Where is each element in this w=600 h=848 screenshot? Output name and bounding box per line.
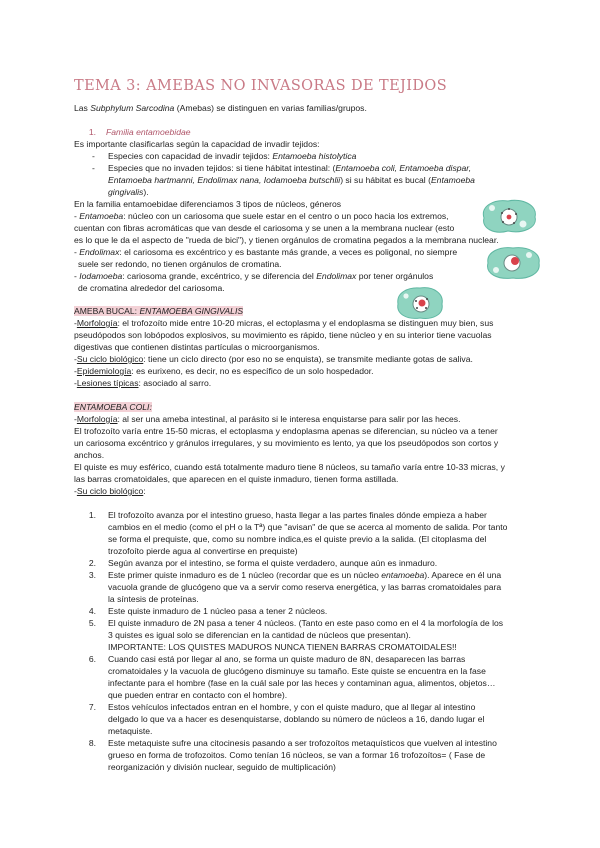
label-span: Lesiones típicas [76, 378, 139, 388]
species-span: Entamoeba coli, Entamoeba dispar, [335, 163, 472, 173]
text-span: : el trofozoíto mide entre 10-20 micras, el ectoplasma y el endoplasma se distinguen muy bien, sus [117, 318, 494, 328]
coli-p1-l2: un cariosoma excéntrico y gránulos irregulares, y su movimiento es lento, ya que los pseudópodos son cortos y [74, 438, 499, 448]
coli-p2-l1: El quiste es muy esférico, cuando está totalmente maduro tiene 8 núcleos, su tamaño varía entre 10-33 micras, y [74, 462, 505, 472]
dash: - [74, 318, 77, 328]
dash: - [74, 486, 77, 496]
genus-span: Iodamoeba [79, 271, 123, 281]
text-span: ) si su hábitat es bucal ( [340, 175, 431, 185]
gingivalis-morf-l3: digestivas que contienen distintas partículas o microorganismos. [74, 342, 320, 352]
dash: - [74, 366, 77, 376]
text-span: ). [143, 187, 149, 197]
step-7-l2: delgado lo que va a hacer es desenquistarse, doblando su número de núcleos a 16, dando lugar el [108, 714, 485, 724]
step-1-l3: se forma el prequiste, que, como su nombre indica,es el quiste previo a la salida. (El citoplasma del [108, 534, 487, 544]
text-span: por tener orgánulos [356, 271, 434, 281]
text-span: Especies que no invaden tejidos: si tiene hábitat intestinal: ( [108, 163, 336, 173]
label-span: Su ciclo biológico [76, 486, 144, 496]
coli-heading [74, 402, 534, 413]
step-3-l2: vacuola grande de glucógeno que va a servir como reserva energética, y las barras cromatoidales para [108, 582, 502, 592]
step-6-l3: infectante para el hombre (fase en la cuál sale por las heces y contaminan agua, alimentos, objetos… [108, 678, 496, 688]
genus-span: Endolimax [79, 247, 120, 257]
bullet-invasive-species: Entamoeba histolytica [272, 151, 357, 161]
coli-p2-l2: las barras cromatoidales, que aparecen en el quiste inmaduro, tienen forma astillada. [74, 474, 399, 484]
step-3-l3: la síntesis de proteínas. [108, 594, 199, 604]
text-span: - [74, 247, 80, 257]
text-span: : es eurixeno, es decir, no es específico de un solo hospedador. [131, 366, 374, 376]
step-6-l4: que pueden entrar en contacto con el hombre). [108, 690, 288, 700]
step-5-l1: El quiste inmaduro de 2N pasa a tener 4 núcleos. (Tanto en este paso como en el 4 la morfología de los [108, 618, 504, 628]
intro-pre: Las [74, 103, 91, 113]
label-span: Su ciclo biológico [76, 354, 144, 364]
step-5-l2: 3 quistes es igual solo se diferencian en la cantidad de núcleos que presentan). [108, 630, 411, 640]
step-number: 5. [88, 618, 96, 628]
heading-text: AMEBA BUCAL: [74, 306, 140, 316]
heading-text: ENTAMOEBA COLI: [74, 402, 152, 412]
species-span: gingivalis [108, 187, 144, 197]
dash: - [74, 354, 77, 364]
page-title: TEMA 3: AMEBAS NO INVASORAS DE TEJIDOS [74, 78, 448, 94]
text-span: ). Aparece en él una [424, 570, 502, 580]
gingivalis-morf-l1 [74, 318, 534, 329]
step-7-l1: Estos vehículos infectados entran en el hombre, y con el quiste maduro, que al llegar al intestino [108, 702, 476, 712]
intro-line [74, 103, 534, 114]
gingivalis-morf-l2: pseudópodos son lobópodos explosivos, su movimiento es rápido, tiene núcleo y en su interior tiene vacuolas [74, 330, 492, 340]
coli-ciclo-heading [74, 486, 534, 497]
label-span: Morfología [76, 318, 118, 328]
family-nuclei-line: En la familia entamoebidae diferenciamos 3 tipos de núcleos, géneros [74, 199, 342, 209]
step-number: 7. [88, 702, 96, 712]
step-number: 4. [88, 606, 96, 616]
step-number: 2. [88, 558, 96, 568]
coli-p1-l1: El trofozoíto varía entre 15-50 micras, el ectoplasma y endoplasma apenas se diferencian, su núcleo va a tener [74, 426, 498, 436]
step-8-l3: reorganización y división nuclear, seguido de multiplicación) [108, 762, 336, 772]
text-span: : asociado al sarro. [138, 378, 212, 388]
text-span: : el cariosoma es excéntrico y es bastante más grande, a veces es poligonal, no siempre [119, 247, 458, 257]
step-1-l4: trozofoíto pierde agua al convertirse en prequiste) [108, 546, 298, 556]
bullet-noninvasive-l1 [108, 163, 568, 174]
entamoeba-nucleus-illustration [478, 196, 540, 236]
step-6-l1: Cuando casi está por llegar al ano, se forma un quiste maduro de 8N, desaparecen las barras [108, 654, 466, 664]
endolimax-nucleus-illustration [483, 244, 543, 282]
step-7-l3: metaquiste. [108, 726, 153, 736]
step-number: 3. [88, 570, 96, 580]
step-8-l1: Este metaquiste sufre una citocinesis pasando a ser trofozoítos metaquísticos que vuelven al intestino [108, 738, 497, 748]
gingivalis-epi [74, 366, 534, 377]
bullet-dash: - [92, 151, 95, 161]
heading-species: ENTAMOEBA GINGIVALIS [139, 306, 244, 316]
text-span: : [143, 486, 146, 496]
species-span: Entamoeba [430, 175, 475, 185]
step-1-l2: cambios en el medio (como el pH o la Tª) que "avisan" de que se acerca al momento de salida. Por tanto [108, 522, 508, 532]
step-6-l2: cromatoidales y la vacuola de glucógeno disminuye su tamaño. Este quiste se encuentra en la fase [108, 666, 486, 676]
step-number: 6. [88, 654, 96, 664]
dash: - [74, 414, 77, 424]
genus-span: entamoeba [381, 570, 425, 580]
intro-post: (Amebas) se distinguen en varias familias/grupos. [174, 103, 367, 113]
entamoeba-l3: es lo que le da el aspecto de "rueda de bici"), y tienen orgánulos de cromatina pegados a la membrana nuclear. [74, 235, 499, 245]
gingivalis-lesiones [74, 378, 534, 389]
intro-taxon: Subphylum Sarcodina [90, 103, 175, 113]
gingivalis-ciclo [74, 354, 534, 365]
entamoeba-l2: cuentan con fibras acromáticas que van desde el cariosoma y se unen a la membrana nuclear (esto [74, 223, 455, 233]
species-span: Entamoeba hartmanni, Endolimax nana, Iodamoeba butschlii [108, 175, 341, 185]
step-2-l1: Según avanza por el intestino, se forma el quiste verdadero, aunque aún es inmaduro. [108, 558, 438, 568]
step-number: 1. [88, 510, 96, 520]
text-span: - [74, 271, 80, 281]
coli-morf [74, 414, 534, 425]
bullet-dash: - [92, 163, 95, 173]
label-span: Epidemiología [76, 366, 132, 376]
bullet-invasive-text: Especies con capacidad de invadir tejidos: [108, 151, 273, 161]
endolimax-l1 [74, 247, 534, 258]
text-span: : al ser una ameba intestinal, al parásito si le interesa enquistarse para salir por las heces. [117, 414, 461, 424]
text-span: : tiene un ciclo directo (por eso no se enquista), se transmite mediante gotas de saliva. [143, 354, 473, 364]
text-span: : cariosoma grande, excéntrico, y se diferencia del [122, 271, 317, 281]
classify-line: Es importante clasificarlas según la capacidad de invadir tejidos: [74, 139, 320, 149]
bullet-invasive [108, 151, 568, 162]
bullet-noninvasive-l2 [108, 175, 568, 186]
entamoeba-l1 [74, 211, 534, 222]
iodamoeba-l2: de cromatina alrededor del cariosoma. [78, 283, 225, 293]
step-5-l3: IMPORTANTE: LOS QUISTES MADUROS NUNCA TIENEN BARRAS CROMATOIDALES!! [108, 642, 457, 652]
label-span: Morfología [76, 414, 118, 424]
iodamoeba-l1 [74, 271, 534, 282]
step-number: 8. [88, 738, 96, 748]
endolimax-l2: suele ser redondo, no tienen orgánulos de cromatina. [78, 259, 282, 269]
coli-p1-l3: anchos. [74, 450, 105, 460]
step-1-l1: El trofozoíto avanza por el intestino grueso, hasta llegar a las partes finales dónde empieza a haber [108, 510, 487, 520]
genus-span: Endolimax [316, 271, 357, 281]
gingivalis-heading [74, 306, 534, 317]
step-8-l2: grueso en forma de trofozoitos. Como tenían 16 núcleos, se van a formar 16 trofozoítos= ( Fase de [108, 750, 486, 760]
step-3-l1 [108, 570, 568, 581]
text-span: - [74, 211, 80, 221]
family-number: 1. [88, 127, 96, 137]
genus-span: Entamoeba [79, 211, 124, 221]
text-span: : núcleo con un cariosoma que suele estar en el centro o un poco hacia los extremos, [123, 211, 449, 221]
step-4-l1: Este quiste inmaduro de 1 núcleo pasa a tener 2 núcleos. [108, 606, 328, 616]
dash: - [74, 378, 77, 388]
text-span: Este primer quiste inmaduro es de 1 núcleo (recordar que es un núcleo [108, 570, 382, 580]
family-heading: Familia entamoebidae [106, 127, 191, 137]
